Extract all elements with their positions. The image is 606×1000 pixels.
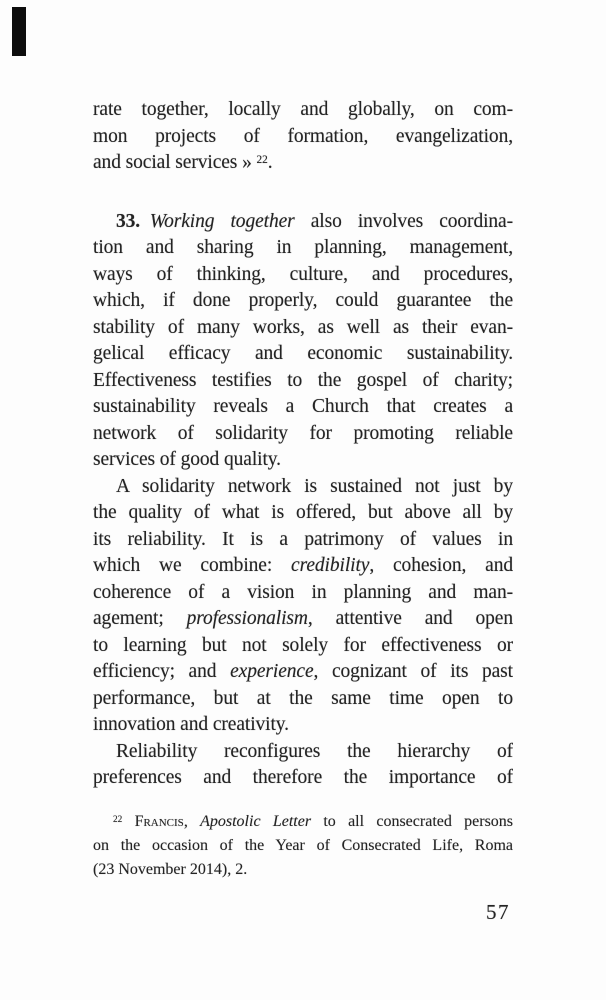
text-line — [93, 606, 513, 633]
text-segment: experience — [230, 661, 314, 682]
text-line — [93, 124, 513, 151]
text-segment: its reliability. It is a patrimony of values in — [93, 528, 513, 550]
text-segment: , attentive and open — [307, 608, 513, 629]
footnote — [93, 810, 513, 882]
text-line — [93, 474, 513, 501]
body-text — [93, 97, 513, 792]
text-line — [93, 150, 513, 177]
text-line — [93, 97, 513, 124]
body-paragraph — [93, 739, 513, 792]
text-segment: gelical efficacy and economic sustainability. — [93, 343, 513, 364]
text-segment — [122, 813, 134, 830]
text-line — [93, 686, 513, 713]
scan-artifact-mark — [12, 7, 26, 56]
text-segment: 22 — [256, 153, 268, 166]
text-line — [93, 235, 513, 262]
text-segment: 22 — [113, 814, 123, 825]
body-paragraph — [93, 474, 513, 739]
text-segment: (23 November 2014), 2. — [93, 861, 248, 878]
text-segment: Working together — [149, 210, 295, 232]
text-segment: on the occasion of the Year of Consecrated Life, Roma — [93, 837, 513, 854]
text-line — [93, 262, 513, 289]
text-segment: professionalism — [186, 608, 308, 629]
text-line — [93, 659, 513, 686]
text-segment: to all consecrated persons — [311, 813, 513, 830]
text-line — [93, 580, 513, 607]
text-segment: also involves coordina- — [294, 210, 513, 232]
text-segment: and social services » — [93, 152, 257, 173]
text-line — [93, 447, 513, 474]
page-number: 57 — [486, 900, 510, 924]
text-segment: services of good quality. — [93, 449, 281, 470]
text-segment: agement; — [93, 608, 187, 629]
text-segment: ways of thinking, culture, and procedures, — [93, 263, 513, 285]
text-segment: Reliability reconfigures the hierarchy of — [116, 740, 513, 762]
text-line — [93, 341, 513, 368]
text-segment: sustainability reveals a Church that creates a — [93, 396, 513, 417]
text-line — [93, 712, 513, 739]
text-segment: innovation and creativity. — [93, 714, 289, 735]
text-segment: , — [183, 813, 201, 830]
text-line — [93, 858, 513, 882]
text-segment: preferences and therefore the importance of — [93, 767, 513, 788]
text-segment: rate together, locally and globally, on com- — [93, 99, 513, 120]
body-paragraph — [93, 97, 513, 177]
text-segment: Apostolic Letter — [200, 813, 312, 830]
text-segment: , cognizant of its past — [313, 661, 513, 682]
text-line — [93, 553, 513, 580]
text-line — [93, 288, 513, 315]
text-segment: Effectiveness testifies to the gospel of charity; — [93, 369, 513, 391]
text-segment: A solidarity network is sustained not just by — [116, 475, 513, 497]
text-segment — [140, 211, 150, 232]
text-segment: 33. — [116, 210, 141, 232]
text-segment: Francis — [134, 813, 184, 830]
text-segment: which we combine: — [93, 555, 292, 576]
text-segment: the quality of what is offered, but above all by — [93, 502, 513, 523]
text-line — [93, 633, 513, 660]
text-line — [93, 834, 513, 858]
text-line — [93, 394, 513, 421]
body-paragraph — [93, 209, 513, 474]
text-line — [93, 421, 513, 448]
text-segment: stability of many works, as well as their evan- — [93, 316, 513, 338]
text-segment: which, if done properly, could guarantee the — [93, 290, 513, 311]
text-line — [93, 315, 513, 342]
text-segment: coherence of a vision in planning and man- — [93, 581, 513, 603]
text-segment: . — [267, 152, 273, 173]
text-segment: network of solidarity for promoting reliable — [93, 422, 513, 444]
text-line — [93, 209, 513, 236]
text-segment: , cohesion, and — [369, 555, 513, 576]
text-line — [93, 765, 513, 792]
text-segment: to learning but not solely for effectiveness or — [93, 634, 513, 656]
text-line — [93, 368, 513, 395]
text-segment: performance, but at the same time open to — [93, 687, 513, 709]
text-line — [93, 527, 513, 554]
text-line — [93, 810, 513, 834]
text-segment: credibility — [291, 555, 370, 576]
text-segment: mon projects of formation, evangelization, — [93, 125, 513, 147]
text-line — [93, 500, 513, 527]
text-segment: efficiency; and — [93, 661, 231, 682]
text-segment: tion and sharing in planning, management, — [93, 237, 513, 258]
text-line — [93, 739, 513, 766]
